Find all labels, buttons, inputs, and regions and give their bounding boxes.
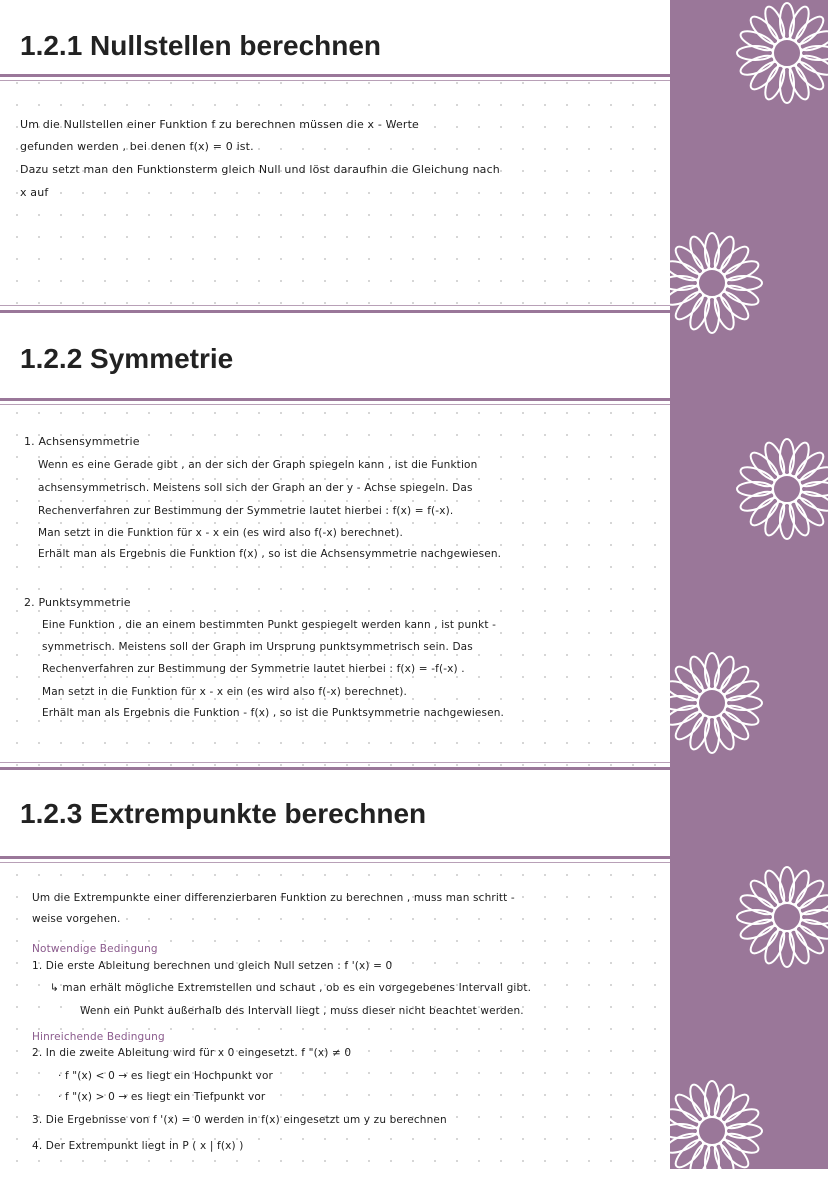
text-line: Rechenverfahren zur Bestimmung der Symmetrie lautet hierbei : f(x) = f(-x). [38,505,454,517]
subheading: 2. Punktsymmetrie [24,596,131,609]
step-1-note: ↳ man erhält mögliche Extremstellen und schaut , ob es ein vorgegebenes Intervall gibt. [50,982,532,994]
divider [0,862,670,863]
step-2: 2. In die zweite Ableitung wird für x 0 eingesetzt. f "(x) ≠ 0 [32,1047,352,1059]
text-line: gefunden werden , bei denen f(x) = 0 ist. [20,140,254,153]
flower-icon [732,862,828,972]
text-line: Um die Nullstellen einer Funktion f zu berechnen müssen die x - Werte [20,118,419,131]
section-title: 1.2.3 Extrempunkte berechnen [20,798,427,829]
text-line: Um die Extrempunkte einer differenzierbaren Funktion zu berechnen , muss man schritt - [32,892,515,904]
flower-icon [657,648,767,758]
flower-icon [732,0,828,108]
text-line: Erhält man als Ergebnis die Funktion - f(x) , so ist die Punktsymmetrie nachgewiesen. [42,707,505,719]
subheading: Hinreichende Bedingung [32,1031,165,1043]
text-line: achsensymmetrisch. Meistens soll sich der Graph an der y - Achse spiegeln. Das [38,482,473,494]
step-4: 4. Der Extrempunkt liegt in P ( x | f(x) ) [32,1140,244,1152]
divider [0,398,670,401]
text-line: Erhält man als Ergebnis die Funktion f(x) , so ist die Achsensymmetrie nachgewiesen. [38,548,502,560]
step-1: 1. Die erste Ableitung berechnen und gleich Null setzen : f '(x) = 0 [32,960,393,972]
flower-icon [732,434,828,544]
divider [0,80,670,81]
text-line: Dazu setzt man den Funktionsterm gleich Null und löst daraufhin die Gleichung nach [20,163,500,176]
step-2-case: · f "(x) > 0 → es liegt ein Tiefpunkt vor [58,1091,266,1103]
decorative-sidebar [670,0,828,1169]
text-line: symmetrisch. Meistens soll der Graph im Ursprung punktsymmetrisch sein. Das [42,641,473,653]
text-line: weise vorgehen. [32,913,121,925]
section-title: 1.2.1 Nullstellen berechnen [20,30,382,61]
text-line: Man setzt in die Funktion für x - x ein (es wird also f(-x) berechnet). [42,686,407,698]
divider [0,404,670,405]
text-line: Man setzt in die Funktion für x - x ein (es wird also f(-x) berechnet). [38,527,403,539]
step-1-note: Wenn ein Punkt außerhalb des Intervall liegt , muss dieser nicht beachtet werden. [80,1005,524,1017]
text-line: x auf [20,186,49,199]
section-title: 1.2.2 Symmetrie [20,343,234,374]
step-3: 3. Die Ergebnisse von f '(x) = 0 werden in f(x) eingesetzt um y zu berechnen [32,1114,447,1126]
text-line: Rechenverfahren zur Bestimmung der Symmetrie lautet hierbei : f(x) = -f(-x) . [42,663,465,675]
flower-icon [657,228,767,338]
subheading: Notwendige Bedingung [32,943,158,955]
subheading: 1. Achsensymmetrie [24,435,140,448]
step-2-case: · f "(x) < 0 → es liegt ein Hochpunkt vor [58,1070,273,1082]
divider [0,305,670,306]
divider [0,856,670,859]
divider [0,762,670,763]
divider [0,74,670,77]
text-line: Eine Funktion , die an einem bestimmten Punkt gespiegelt werden kann , ist punkt - [42,619,497,631]
text-line: Wenn es eine Gerade gibt , an der sich der Graph spiegeln kann , ist die Funktion [38,459,478,471]
flower-icon [657,1076,767,1186]
